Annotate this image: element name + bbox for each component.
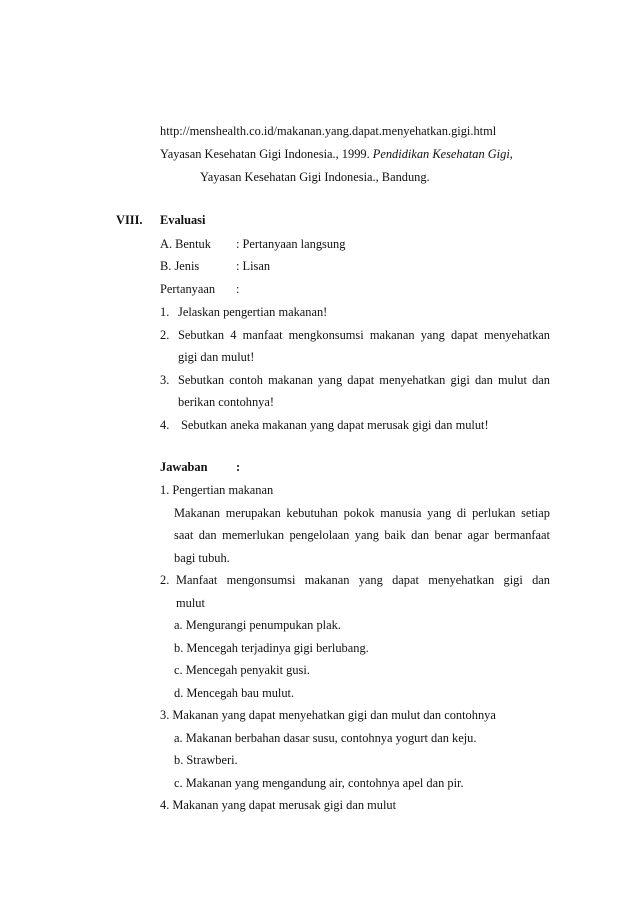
questions-label: Pertanyaan	[160, 282, 216, 296]
reference-2-comma: ,	[509, 147, 513, 161]
question-3-number: 3.	[160, 373, 170, 387]
type-value: : Lisan	[236, 259, 271, 273]
answer-2-item-a: a. Mengurangi penumpukan plak.	[174, 618, 341, 632]
question-4-text: Sebutkan aneka makanan yang dapat merusak gigi dan mulut!	[181, 418, 489, 432]
form-label: A. Bentuk	[160, 237, 211, 251]
answer-2-line-1: Manfaat mengonsumsi makanan yang dapat menyehatkan gigi dan	[176, 573, 550, 587]
answer-3-item-c: c. Makanan yang mengandung air, contohnya apel dan pir.	[174, 776, 464, 790]
questions-colon: :	[236, 282, 240, 296]
answer-1-title: 1. Pengertian makanan	[160, 483, 274, 497]
question-1-text: Jelaskan pengertian makanan!	[178, 305, 328, 319]
answer-3-title: 3. Makanan yang dapat menyehatkan gigi dan mulut dan contohnya	[160, 708, 496, 722]
answer-2-item-c: c. Mencegah penyakit gusi.	[174, 663, 310, 677]
reference-2-line-2: Yayasan Kesehatan Gigi Indonesia., Bandung.	[200, 170, 430, 184]
answer-4-title: 4. Makanan yang dapat merusak gigi dan mulut	[160, 798, 397, 812]
answer-2-number: 2.	[160, 573, 170, 587]
question-3-line-2: berikan contohnya!	[178, 395, 274, 409]
section-number: VIII.	[116, 213, 143, 227]
answers-colon: :	[236, 460, 241, 474]
question-1-number: 1.	[160, 305, 170, 319]
answer-2-item-d: d. Mencegah bau mulut.	[174, 686, 295, 700]
answer-3-item-b: b. Strawberi.	[174, 753, 238, 767]
form-value: : Pertanyaan langsung	[236, 237, 346, 251]
answer-2-line-2: mulut	[176, 596, 205, 610]
answer-1-line-3: bagi tubuh.	[174, 551, 230, 565]
answer-1-line-1: Makanan merupakan kebutuhan pokok manusia yang di perlukan setiap	[174, 506, 550, 520]
question-2-line-1: Sebutkan 4 manfaat mengkonsumsi makanan yang dapat menyehatkan	[178, 328, 550, 342]
answer-3-item-a: a. Makanan berbahan dasar susu, contohnya yogurt dan keju.	[174, 731, 477, 745]
answers-label: Jawaban	[160, 460, 208, 474]
answer-2-item-b: b. Mencegah terjadinya gigi berlubang.	[174, 641, 369, 655]
type-label: B. Jenis	[160, 259, 200, 273]
question-3-line-1: Sebutkan contoh makanan yang dapat menyehatkan gigi dan mulut dan	[178, 373, 550, 387]
question-2-number: 2.	[160, 328, 170, 342]
reference-url: http://menshealth.co.id/makanan.yang.dapat.menyehatkan.gigi.html	[160, 124, 497, 138]
reference-2-line-1	[160, 146, 513, 162]
question-2-line-2: gigi dan mulut!	[178, 350, 255, 364]
question-4-number: 4.	[160, 418, 170, 432]
section-title: Evaluasi	[160, 213, 206, 227]
reference-2-author: Yayasan Kesehatan Gigi Indonesia., 1999.	[160, 147, 370, 161]
reference-2-title: Pendidikan Kesehatan Gigi	[372, 147, 510, 161]
answer-1-line-2: saat dan memerlukan pengelolaan yang baik dan benar agar bermanfaat	[174, 528, 550, 542]
